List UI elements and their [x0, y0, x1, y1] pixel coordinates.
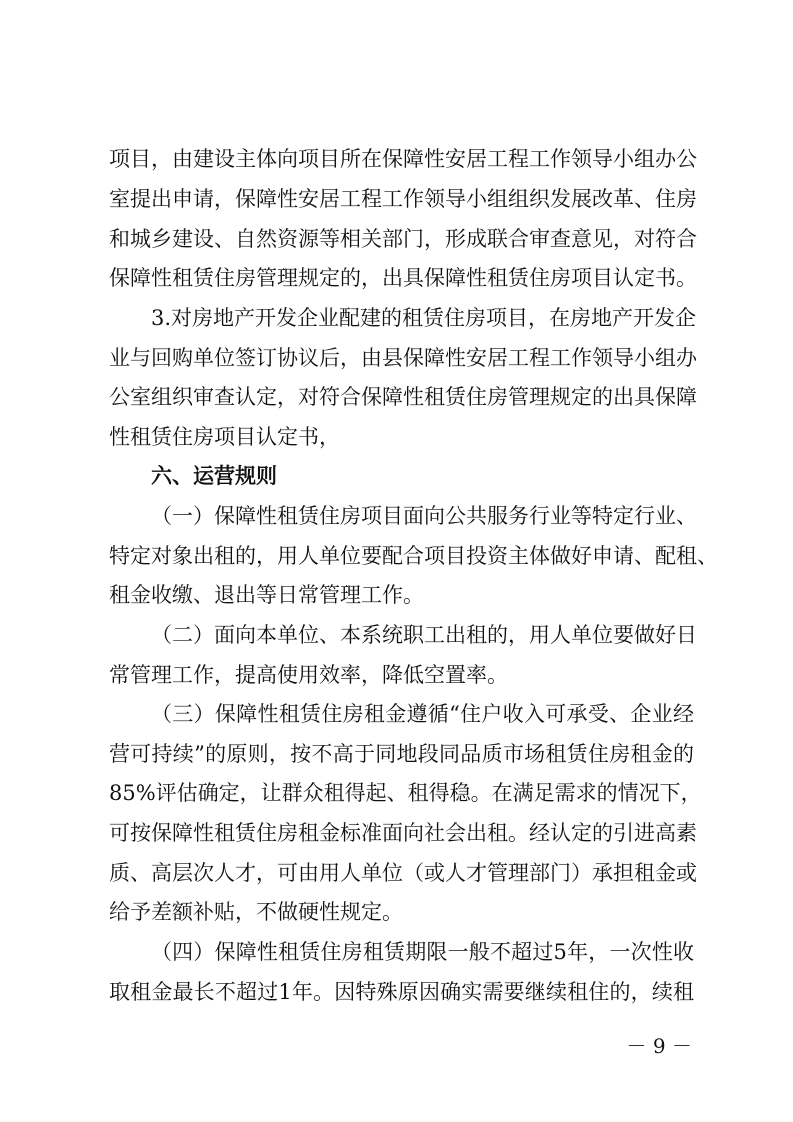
body-line: 质、高层次人才，可由用人单位（或人才管理部门）承担租金或: [109, 861, 697, 885]
body-line: 85%评估确定，让群众租得起、租得稳。在满足需求的情况下，: [109, 781, 702, 805]
body-line: 保障性租赁住房管理规定的，出具保障性租赁住房项目认定书。: [109, 266, 697, 290]
body-line: 租金收缴、退出等日常管理工作。: [109, 583, 424, 607]
body-line: 室提出申请，保障性安居工程工作领导小组组织发展改革、住房: [109, 187, 697, 211]
body-line: 可按保障性租赁住房租金标准面向社会出租。经认定的引进高素: [109, 821, 697, 845]
body-line: 营可持续”的原则，按不高于同地段同品质市场租赁住房租金的: [109, 742, 694, 766]
body-line: 性租赁住房项目认定书，: [109, 425, 340, 449]
body-line: （四）保障性租赁住房租赁期限一般不超过5年，一次性收: [151, 940, 694, 964]
page-number: － 9 －: [626, 1034, 692, 1058]
body-line: 和城乡建设、自然资源等相关部门，形成联合审查意见，对符合: [109, 227, 697, 251]
body-line: （三）保障性租赁住房租金遵循“住户收入可承受、企业经: [151, 702, 694, 726]
body-line: 取租金最长不超过1年。因特殊原因确实需要继续租住的，续租: [109, 980, 694, 1004]
section-heading: 六、运营规则: [151, 464, 277, 488]
body-line: （二）面向本单位、本系统职工出租的，用人单位要做好日: [151, 623, 697, 647]
body-line: 3.对房地产开发企业配建的租赁住房项目，在房地产开发企: [151, 306, 697, 330]
body-line: 常管理工作，提高使用效率，降低空置率。: [109, 663, 508, 687]
body-line: 业与回购单位签订协议后，由县保障性安居工程工作领导小组办: [109, 346, 697, 370]
body-line: 项目，由建设主体向项目所在保障性安居工程工作领导小组办公: [109, 147, 697, 171]
body-line: 给予差额补贴，不做硬性规定。: [109, 900, 403, 924]
body-line: 公室组织审查认定，对符合保障性租赁住房管理规定的出具保障: [109, 385, 697, 409]
body-line: 特定对象出租的，用人单位要配合项目投资主体做好申请、配租、: [109, 544, 718, 568]
body-line: （一）保障性租赁住房项目面向公共服务行业等特定行业、: [151, 504, 697, 528]
